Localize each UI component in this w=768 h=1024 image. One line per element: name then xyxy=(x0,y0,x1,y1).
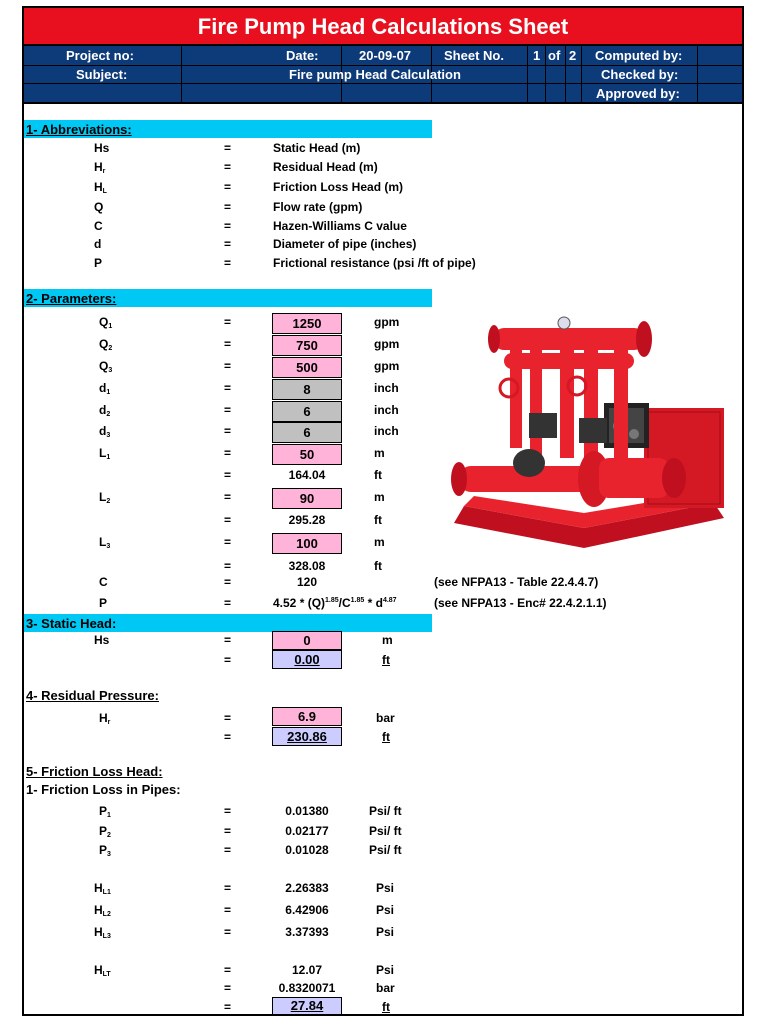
param-symbol xyxy=(99,535,110,550)
fire-pump-image xyxy=(434,308,734,554)
c-value: 120 xyxy=(296,575,318,589)
param-unit: inch xyxy=(374,381,399,395)
param-unit: ft xyxy=(374,468,382,482)
param-value: 1250 xyxy=(272,313,342,334)
residual-symbol: $H_r$ xyxy=(99,711,111,726)
friction-h-equals: = xyxy=(224,925,232,939)
friction-p-equals: = xyxy=(224,824,232,838)
sheet-total: 2 xyxy=(569,48,577,63)
abbr-symbol xyxy=(94,160,105,175)
param-equals: = xyxy=(224,381,232,395)
param-value: 328.08 xyxy=(288,559,326,573)
friction-h-unit: Psi xyxy=(376,881,395,895)
hlt-bar-equals: = xyxy=(224,981,232,995)
abbr-symbol-base: H xyxy=(94,160,103,174)
static-head-equals: = xyxy=(224,633,232,647)
param-equals: = xyxy=(224,403,232,417)
param-symbol-base: Q xyxy=(99,337,109,351)
friction-subtitle: 1- Friction Loss in Pipes: xyxy=(26,782,181,797)
abbr-symbol-base: Q xyxy=(94,200,104,214)
param-symbol xyxy=(99,381,110,396)
friction-p-symbol-sub: 3 xyxy=(107,851,111,858)
static-head-m-unit: m xyxy=(382,633,393,647)
friction-p-symbol-base: P xyxy=(99,843,108,857)
abbr-symbol-base: P xyxy=(94,256,103,270)
friction-p-unit: Psi/ ft xyxy=(369,824,402,838)
abbr-symbol-sub: r xyxy=(102,168,106,175)
hlt-symbol: $H_{LT}$ xyxy=(94,963,111,978)
param-value: 6 xyxy=(272,401,342,422)
friction-h-value: 2.26383 xyxy=(285,881,329,895)
param-symbol-base: d xyxy=(99,424,107,438)
project-label: Project no: xyxy=(66,48,134,63)
abbr-symbol xyxy=(94,256,102,271)
param-equals: = xyxy=(224,513,232,527)
param-symbol xyxy=(99,337,112,352)
parameters-title: 2- Parameters: xyxy=(26,291,117,306)
abbr-description: Frictional resistance (psi /ft of pipe) xyxy=(273,256,476,270)
param-value: 500 xyxy=(272,357,342,378)
subject-value: Fire pump Head Calculation xyxy=(289,67,461,82)
friction-p-unit: Psi/ ft xyxy=(369,804,402,818)
param-equals: = xyxy=(224,424,232,438)
static-head-ft-equals: = xyxy=(224,653,232,667)
param-symbol-sub: 3 xyxy=(106,543,111,550)
p-formula: $4.52 * (Q)^{1.85}/C^{1.85} * d^{4.87}$ xyxy=(273,596,397,610)
date-value: 20-09-07 xyxy=(359,48,412,63)
friction-title: 5- Friction Loss Head: xyxy=(26,764,163,779)
static-head-ft-unit: ft xyxy=(382,653,390,667)
p-symbol: P xyxy=(99,596,108,610)
friction-p-value: 0.01028 xyxy=(285,843,329,857)
hlt-bar-value: 0.8320071 xyxy=(278,981,336,995)
sheet-label: Sheet No. xyxy=(444,48,504,63)
abbr-description: Hazen-Williams C value xyxy=(273,219,407,233)
friction-p-symbol-base: P xyxy=(99,804,108,818)
abbr-description: Residual Head (m) xyxy=(273,160,378,174)
friction-h-value: 6.42906 xyxy=(285,903,329,917)
param-symbol-sub: 3 xyxy=(108,367,113,374)
abbr-equals: = xyxy=(224,200,232,214)
abbr-symbol xyxy=(94,237,101,252)
computed-by-label: Computed by: xyxy=(595,48,683,63)
friction-p-equals: = xyxy=(224,843,232,857)
param-unit: ft xyxy=(374,559,382,573)
friction-h-symbol xyxy=(94,881,111,896)
param-value: 90 xyxy=(272,488,342,509)
param-symbol-base: d xyxy=(99,381,107,395)
residual-equals: = xyxy=(224,711,232,725)
param-unit: gpm xyxy=(374,359,400,373)
abbr-description: Diameter of pipe (inches) xyxy=(273,237,417,251)
checked-by-label: Checked by: xyxy=(601,67,679,82)
subject-label: Subject: xyxy=(76,67,128,82)
param-value: 50 xyxy=(272,444,342,465)
param-symbol xyxy=(99,446,110,461)
param-symbol-sub: 2 xyxy=(106,498,111,505)
p-equals: = xyxy=(224,596,232,610)
of-label: of xyxy=(548,48,561,63)
friction-h-symbol-sub: L2 xyxy=(102,911,111,918)
header-block xyxy=(24,46,742,102)
param-value: 750 xyxy=(272,335,342,356)
abbr-symbol-base: d xyxy=(94,237,102,251)
abbr-equals: = xyxy=(224,256,232,270)
abbr-description: Static Head (m) xyxy=(273,141,361,155)
param-unit: inch xyxy=(374,403,399,417)
friction-p-symbol xyxy=(99,804,111,819)
abbr-equals: = xyxy=(224,160,232,174)
hlt-ft-unit: ft xyxy=(382,1000,390,1014)
param-equals: = xyxy=(224,490,232,504)
c-note: (see NFPA13 - Table 22.4.4.7) xyxy=(434,575,599,589)
friction-h-symbol-base: H xyxy=(94,881,103,895)
param-value: 295.28 xyxy=(288,513,326,527)
param-symbol xyxy=(99,490,110,505)
param-equals: = xyxy=(224,468,232,482)
param-equals: = xyxy=(224,535,232,549)
hlt-equals: = xyxy=(224,963,232,977)
abbr-symbol xyxy=(94,219,103,234)
param-unit: gpm xyxy=(374,315,400,329)
friction-h-symbol-sub: L1 xyxy=(102,889,111,896)
param-unit: inch xyxy=(374,424,399,438)
residual-bar-unit: bar xyxy=(376,711,395,725)
friction-p-value: 0.01380 xyxy=(285,804,329,818)
param-symbol-base: d xyxy=(99,403,107,417)
param-equals: = xyxy=(224,446,232,460)
friction-h-equals: = xyxy=(224,881,232,895)
abbr-description: Flow rate (gpm) xyxy=(273,200,363,214)
friction-p-value: 0.02177 xyxy=(285,824,329,838)
residual-ft-equals: = xyxy=(224,730,232,744)
param-symbol-sub: 1 xyxy=(106,454,111,461)
param-equals: = xyxy=(224,559,232,573)
date-label: Date: xyxy=(286,48,319,63)
friction-p-equals: = xyxy=(224,804,232,818)
param-symbol-base: L xyxy=(99,446,107,460)
param-value: 8 xyxy=(272,379,342,400)
friction-p-unit: Psi/ ft xyxy=(369,843,402,857)
static-head-ft-value: 0.00 xyxy=(272,650,342,669)
friction-h-symbol-base: H xyxy=(94,903,103,917)
hlt-ft-equals: = xyxy=(224,1000,232,1014)
param-unit: m xyxy=(374,535,385,549)
abbr-equals: = xyxy=(224,180,232,194)
hlt-psi-value: 12.07 xyxy=(291,963,323,977)
friction-p-symbol-sub: 1 xyxy=(107,812,111,819)
hlt-ft-value: 27.84 xyxy=(272,997,342,1015)
abbr-symbol-base: C xyxy=(94,219,103,233)
abbr-symbol xyxy=(94,200,103,215)
friction-p-symbol xyxy=(99,824,111,839)
abbr-equals: = xyxy=(224,219,232,233)
hlt-bar-unit: bar xyxy=(376,981,395,995)
param-symbol-base: Q xyxy=(99,359,109,373)
friction-p-symbol-sub: 2 xyxy=(107,832,111,839)
abbr-symbol-sub: L xyxy=(102,188,107,195)
residual-title: 4- Residual Pressure: xyxy=(26,688,159,703)
friction-h-equals: = xyxy=(224,903,232,917)
param-symbol-sub: 1 xyxy=(108,323,113,330)
param-symbol-sub: 2 xyxy=(108,345,113,352)
param-value: 6 xyxy=(272,422,342,443)
param-symbol-sub: 3 xyxy=(106,432,111,439)
friction-h-symbol xyxy=(94,903,111,918)
friction-h-unit: Psi xyxy=(376,925,395,939)
friction-h-unit: Psi xyxy=(376,903,395,917)
param-symbol xyxy=(99,424,110,439)
param-equals: = xyxy=(224,315,232,329)
static-head-title: 3- Static Head: xyxy=(26,616,117,631)
p-note: (see NFPA13 - Enc# 22.4.2.1.1) xyxy=(434,596,607,610)
abbreviations-title: 1- Abbreviations: xyxy=(26,122,132,137)
c-symbol: C xyxy=(99,575,108,589)
abbr-symbol xyxy=(94,180,107,195)
sheet-number: 1 xyxy=(533,48,541,63)
residual-ft-unit: ft xyxy=(382,730,390,744)
param-symbol-base: Q xyxy=(99,315,109,329)
sheet-title: Fire Pump Head Calculations Sheet xyxy=(24,8,742,46)
param-equals: = xyxy=(224,359,232,373)
abbr-symbol-base: H xyxy=(94,180,103,194)
param-symbol-base: L xyxy=(99,535,107,549)
friction-p-symbol-base: P xyxy=(99,824,108,838)
param-equals: = xyxy=(224,337,232,351)
abbr-description: Friction Loss Head (m) xyxy=(273,180,404,194)
calculation-sheet xyxy=(22,6,744,1016)
friction-p-symbol xyxy=(99,843,111,858)
abbr-equals: = xyxy=(224,237,232,251)
friction-h-symbol xyxy=(94,925,111,940)
abbr-equals: = xyxy=(224,141,232,155)
friction-h-value: 3.37393 xyxy=(285,925,329,939)
hlt-psi-unit: Psi xyxy=(376,963,395,977)
param-unit: m xyxy=(374,446,385,460)
residual-bar-value: 6.9 xyxy=(272,707,342,726)
param-unit: ft xyxy=(374,513,382,527)
approved-by-label: Approved by: xyxy=(596,86,680,101)
c-equals: = xyxy=(224,575,232,589)
param-value: 164.04 xyxy=(288,468,326,482)
param-symbol-sub: 1 xyxy=(106,389,111,396)
friction-h-symbol-sub: L3 xyxy=(102,933,111,940)
param-symbol-base: L xyxy=(99,490,107,504)
param-unit: m xyxy=(374,490,385,504)
static-head-m-value: 0 xyxy=(272,631,342,650)
friction-h-symbol-base: H xyxy=(94,925,103,939)
param-symbol xyxy=(99,403,110,418)
param-symbol xyxy=(99,359,112,374)
param-symbol xyxy=(99,315,112,330)
param-value: 100 xyxy=(272,533,342,554)
abbr-symbol-base: Hs xyxy=(94,141,110,155)
param-symbol-sub: 2 xyxy=(106,411,111,418)
residual-ft-value: 230.86 xyxy=(272,727,342,746)
abbr-symbol xyxy=(94,141,109,156)
param-unit: gpm xyxy=(374,337,400,351)
static-head-symbol: Hs xyxy=(94,633,110,647)
